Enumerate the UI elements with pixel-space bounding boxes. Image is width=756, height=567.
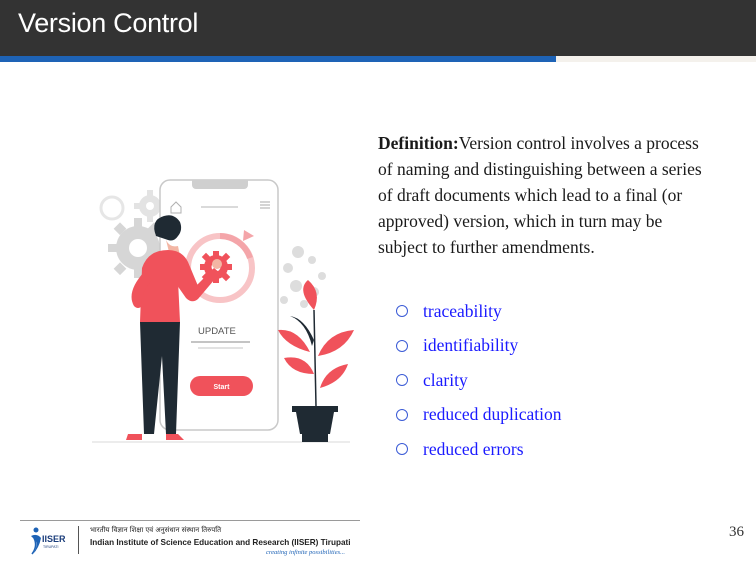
footer-divider <box>20 520 360 521</box>
list-item <box>396 294 562 329</box>
start-button-label: Start <box>213 384 230 391</box>
institute-name-hindi: भारतीय विज्ञान शिक्षा एवं अनुसंधान संस्थान तिरुपति <box>90 526 222 534</box>
circle-bullet-icon <box>396 443 408 455</box>
institute-tagline: creating infinite possibilities... <box>265 549 345 556</box>
screen-update-label: UPDATE <box>198 326 236 337</box>
institute-name: Indian Institute of Science Education and Research (IISER) Tirupati <box>90 538 351 547</box>
definition-term: Definition: <box>378 133 459 153</box>
iiser-logo <box>28 524 68 556</box>
definition-text: Version control involves a process of naming and distinguishing between a series of draft documents which lead to a final (or approved) version, which in turn may be subject to further amendments. <box>378 133 702 257</box>
list-item-label: identifiability <box>423 335 519 356</box>
svg-text:TIRUPATI: TIRUPATI <box>43 545 59 549</box>
slide-title: Version Control <box>18 8 199 38</box>
footer-separator <box>78 526 79 554</box>
circle-bullet-icon <box>396 340 408 352</box>
list-item-label: reduced duplication <box>423 404 562 425</box>
definition-paragraph <box>378 130 708 260</box>
circle-bullet-icon <box>396 409 408 421</box>
progress-fill <box>0 56 556 62</box>
page-number: 36 <box>729 524 744 540</box>
list-item <box>396 432 562 467</box>
version-update-illustration <box>88 160 358 450</box>
plant-pot-icon <box>278 280 354 442</box>
list-item-label: traceability <box>423 300 502 321</box>
dots-decoration <box>280 246 326 308</box>
list-item <box>396 398 562 433</box>
list-item <box>396 363 562 398</box>
list-item-label: reduced errors <box>423 438 524 459</box>
svg-text:IISER: IISER <box>42 534 66 544</box>
progress-bar <box>0 56 756 62</box>
circle-bullet-icon <box>396 374 408 386</box>
list-item <box>396 329 562 364</box>
gear-outline-icon <box>101 197 123 219</box>
circle-bullet-icon <box>396 305 408 317</box>
list-item-label: clarity <box>423 369 468 390</box>
benefits-list <box>396 294 562 467</box>
title-bar <box>0 0 756 56</box>
